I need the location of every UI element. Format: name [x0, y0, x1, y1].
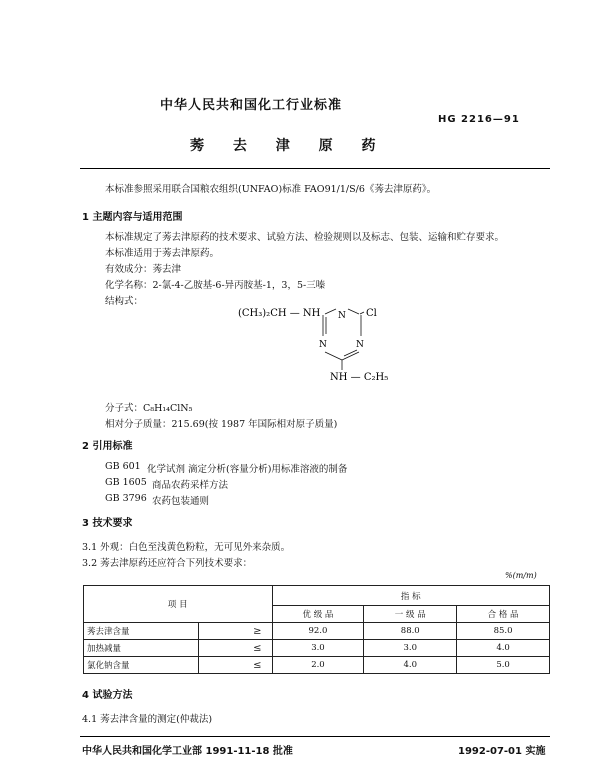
row-name: 加热减量	[84, 640, 199, 657]
section-2-heading: 2 引用标准	[82, 441, 133, 452]
active-ingredient: 有效成分：莠去津	[105, 264, 182, 275]
footer-divider	[80, 736, 550, 737]
section-1-paragraph-2: 本标准适用于莠去津原药。	[105, 248, 220, 259]
ref-code: GB 1605	[105, 477, 147, 488]
subsection-4-1: 4.1 莠去津含量的测定(仲裁法)	[82, 714, 213, 725]
formula-ring-n-right: N	[356, 340, 364, 350]
standard-title: 中华人民共和国化工行业标准	[160, 98, 343, 113]
ref-code: GB 601	[105, 461, 141, 472]
row-value: 3.0	[272, 640, 364, 657]
requirement-3-1: 3.1 外观：白色至浅黄色粉粒，无可见外来杂质。	[82, 542, 291, 553]
formula-bottom-group: NH — C₂H₅	[330, 372, 389, 383]
formula-left-group: (CH₃)₂CH — NH	[238, 308, 321, 319]
col-header-item: 项 目	[84, 586, 273, 623]
requirement-3-2: 3.2 莠去津原药还应符合下列技术要求：	[82, 558, 253, 569]
row-symbol: ≤	[198, 640, 272, 657]
grade-header: 一 级 品	[364, 606, 457, 623]
row-name: 氯化钠含量	[84, 657, 199, 674]
formula-ring-n-left: N	[319, 340, 327, 350]
structure-label: 结构式：	[105, 296, 144, 307]
row-value: 2.0	[272, 657, 364, 674]
table-row	[84, 657, 550, 674]
row-value: 4.0	[364, 657, 457, 674]
effective-date: 1992-07-01 实施	[458, 746, 546, 757]
standard-code: HG 2216—91	[438, 114, 520, 125]
grade-header: 优 级 品	[272, 606, 364, 623]
table-row	[84, 640, 550, 657]
row-name: 莠去津含量	[84, 623, 199, 640]
intro-paragraph: 本标准参照采用联合国粮农组织(UNFAO)标准 FAO91/1/S/6《莠去津原药》。	[105, 184, 437, 195]
table-unit: %(m/m)	[505, 571, 537, 580]
section-3-heading: 3 技术要求	[82, 518, 133, 529]
row-value: 4.0	[457, 640, 550, 657]
section-1-heading: 1 主题内容与适用范围	[82, 212, 183, 223]
ref-title: 化学试剂 滴定分析(容量分析)用标准溶液的制备	[147, 464, 348, 475]
ref-code: GB 3796	[105, 493, 147, 504]
header-divider	[80, 168, 550, 169]
row-value: 92.0	[272, 623, 364, 640]
approval-date: 中华人民共和国化学工业部 1991-11-18 批准	[82, 746, 293, 757]
table-row	[84, 623, 550, 640]
document-title: 莠 去 津 原 药	[190, 138, 388, 154]
col-header-index: 指 标	[272, 586, 549, 606]
ref-title: 商品农药采样方法	[152, 480, 229, 491]
formula-chlorine: Cl	[366, 308, 377, 319]
ref-title: 农药包装通则	[152, 496, 210, 507]
row-value: 88.0	[364, 623, 457, 640]
row-value: 5.0	[457, 657, 550, 674]
formula-ring-n-top: N	[338, 311, 346, 321]
molecular-formula: 分子式：C₈H₁₄ClN₅	[105, 403, 193, 414]
section-4-heading: 4 试验方法	[82, 690, 133, 701]
chemical-name: 化学名称：2-氯-4-乙胺基-6-异丙胺基-1，3，5-三嗪	[105, 280, 326, 291]
molecular-mass: 相对分子质量：215.69(按 1987 年国际相对原子质量)	[105, 419, 338, 430]
section-1-paragraph-1: 本标准规定了莠去津原药的技术要求、试验方法、检验规则以及标志、包装、运输和贮存要求。	[105, 232, 505, 243]
row-value: 3.0	[364, 640, 457, 657]
row-symbol: ≥	[198, 623, 272, 640]
structural-formula	[230, 300, 400, 390]
row-value: 85.0	[457, 623, 550, 640]
row-symbol: ≤	[198, 657, 272, 674]
spec-table	[83, 585, 550, 674]
grade-header: 合 格 品	[457, 606, 550, 623]
